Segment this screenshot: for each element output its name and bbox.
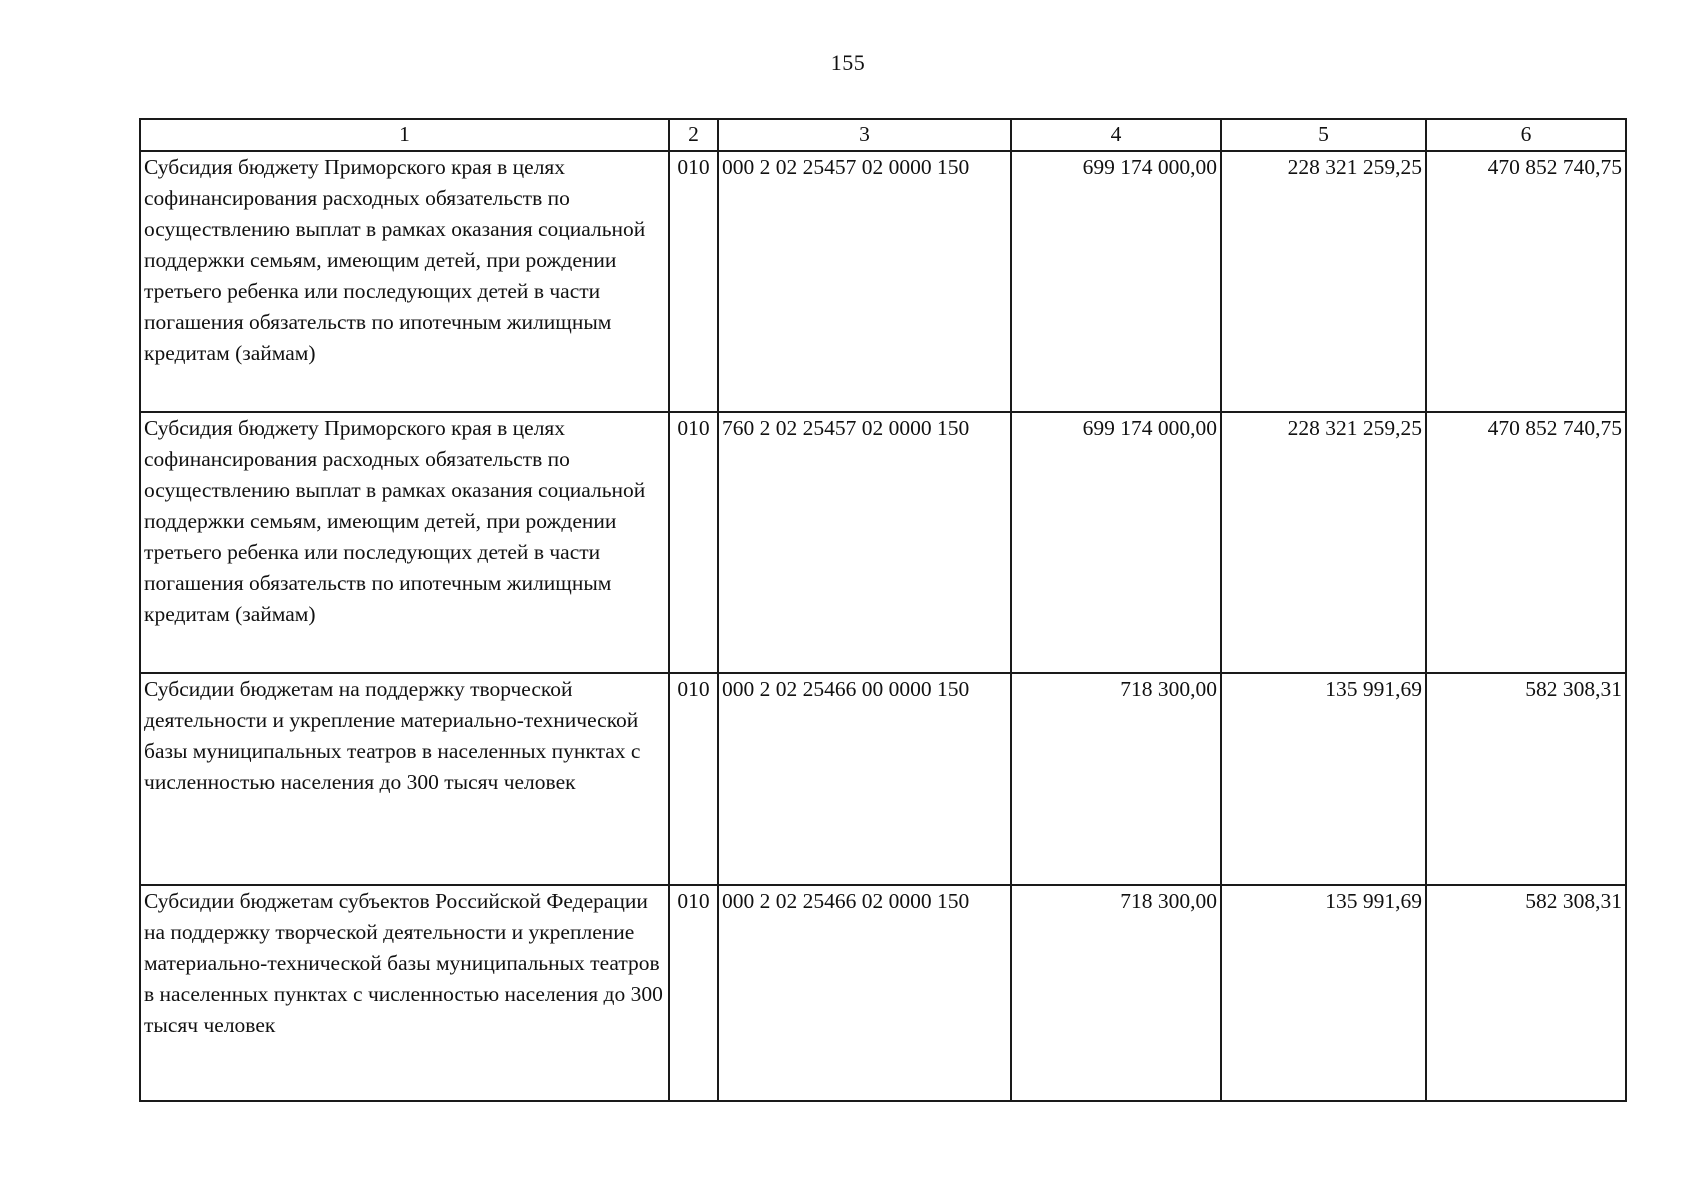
table-row bbox=[140, 673, 1626, 885]
row-value-col5: 228 321 259,25 bbox=[1221, 151, 1426, 412]
column-header-2: 2 bbox=[669, 119, 718, 151]
row-value-col4: 718 300,00 bbox=[1011, 885, 1221, 1101]
column-header-6: 6 bbox=[1426, 119, 1626, 151]
row-value-col5: 228 321 259,25 bbox=[1221, 412, 1426, 673]
table-row bbox=[140, 412, 1626, 673]
row-value-col5: 135 991,69 bbox=[1221, 673, 1426, 885]
column-header-5: 5 bbox=[1221, 119, 1426, 151]
budget-table bbox=[139, 118, 1627, 1102]
row-value-col4: 699 174 000,00 bbox=[1011, 412, 1221, 673]
row-code: 010 bbox=[669, 885, 718, 1101]
row-budget-code: 000 2 02 25466 00 0000 150 bbox=[718, 673, 1011, 885]
row-code: 010 bbox=[669, 151, 718, 412]
row-value-col5: 135 991,69 bbox=[1221, 885, 1426, 1101]
row-value-col4: 718 300,00 bbox=[1011, 673, 1221, 885]
row-value-col4: 699 174 000,00 bbox=[1011, 151, 1221, 412]
header-row bbox=[140, 119, 1626, 151]
row-budget-code: 000 2 02 25457 02 0000 150 bbox=[718, 151, 1011, 412]
row-name: Субсидия бюджету Приморского края в целях софинансирования расходных обязательств по осуществлению выплат в рамках оказания социальной поддержки семьям, имеющим детей, при рождении третьего ребенка или последующих детей в части погашения обязательств по ипотечным жилищным кредитам (займам) bbox=[140, 412, 669, 673]
table-row bbox=[140, 151, 1626, 412]
row-budget-code: 000 2 02 25466 02 0000 150 bbox=[718, 885, 1011, 1101]
page-number: 155 bbox=[830, 50, 866, 75]
row-code: 010 bbox=[669, 412, 718, 673]
row-budget-code: 760 2 02 25457 02 0000 150 bbox=[718, 412, 1011, 673]
table-row bbox=[140, 885, 1626, 1101]
row-name: Субсидии бюджетам на поддержку творческой деятельности и укрепление материально-технической базы муниципальных театров в населенных пунктах с численностью населения до 300 тысяч человек bbox=[140, 673, 669, 885]
row-name: Субсидии бюджетам субъектов Российской Федерации на поддержку творческой деятельности и укрепление материально-технической базы муниципальных театров в населенных пунктах с численностью населения до 300 тысяч человек bbox=[140, 885, 669, 1101]
row-value-col6: 582 308,31 bbox=[1426, 673, 1626, 885]
row-value-col6: 470 852 740,75 bbox=[1426, 412, 1626, 673]
row-code: 010 bbox=[669, 673, 718, 885]
row-name: Субсидия бюджету Приморского края в целях софинансирования расходных обязательств по осуществлению выплат в рамках оказания социальной поддержки семьям, имеющим детей, при рождении третьего ребенка или последующих детей в части погашения обязательств по ипотечным жилищным кредитам (займам) bbox=[140, 151, 669, 412]
column-header-3: 3 bbox=[718, 119, 1011, 151]
column-header-4: 4 bbox=[1011, 119, 1221, 151]
column-header-1: 1 bbox=[140, 119, 669, 151]
row-value-col6: 470 852 740,75 bbox=[1426, 151, 1626, 412]
row-value-col6: 582 308,31 bbox=[1426, 885, 1626, 1101]
